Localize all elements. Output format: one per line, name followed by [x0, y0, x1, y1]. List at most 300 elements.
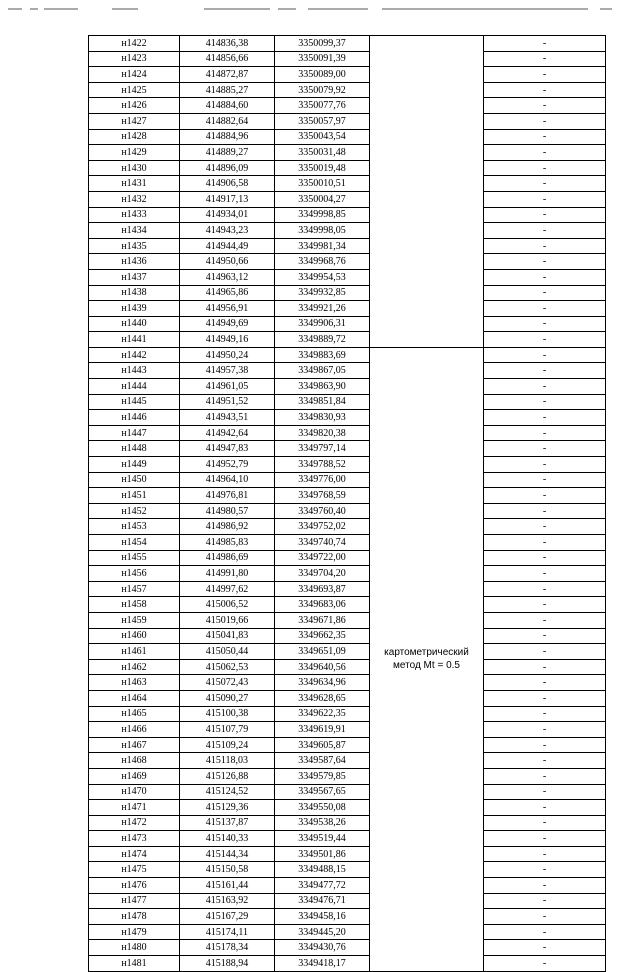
table-row	[89, 176, 606, 192]
accuracy-cell: -	[484, 597, 606, 613]
point-name-cell: н1481	[89, 956, 180, 972]
accuracy-cell: -	[484, 940, 606, 956]
y-coordinate-cell: 3350099,37	[275, 36, 370, 52]
y-coordinate-cell: 3350031,48	[275, 145, 370, 161]
x-coordinate-cell: 414965,86	[180, 285, 275, 301]
point-name-cell: н1451	[89, 488, 180, 504]
point-name-cell: н1434	[89, 223, 180, 239]
table-row	[89, 207, 606, 223]
accuracy-cell: -	[484, 129, 606, 145]
y-coordinate-cell: 3349998,85	[275, 207, 370, 223]
accuracy-cell: -	[484, 503, 606, 519]
point-name-cell: н1442	[89, 347, 180, 363]
x-coordinate-cell: 415126,88	[180, 768, 275, 784]
table-row	[89, 145, 606, 161]
y-coordinate-cell: 3349760,40	[275, 503, 370, 519]
point-name-cell: н1466	[89, 722, 180, 738]
x-coordinate-cell: 415140,33	[180, 831, 275, 847]
x-coordinate-cell: 414884,60	[180, 98, 275, 114]
point-name-cell: н1456	[89, 566, 180, 582]
table-row	[89, 924, 606, 940]
x-coordinate-cell: 414961,05	[180, 379, 275, 395]
y-coordinate-cell: 3349797,14	[275, 441, 370, 457]
coordinates-table	[88, 35, 606, 972]
y-coordinate-cell: 3349628,65	[275, 690, 370, 706]
point-name-cell: н1465	[89, 706, 180, 722]
y-coordinate-cell: 3350089,00	[275, 67, 370, 83]
accuracy-cell: -	[484, 316, 606, 332]
accuracy-cell: -	[484, 737, 606, 753]
coordinates-table-body	[89, 36, 606, 972]
table-row	[89, 51, 606, 67]
x-coordinate-cell: 414942,64	[180, 425, 275, 441]
accuracy-cell: -	[484, 644, 606, 660]
accuracy-cell: -	[484, 441, 606, 457]
accuracy-cell: -	[484, 457, 606, 473]
table-row	[89, 893, 606, 909]
x-coordinate-cell: 414951,52	[180, 394, 275, 410]
table-row	[89, 628, 606, 644]
table-row	[89, 301, 606, 317]
x-coordinate-cell: 415161,44	[180, 878, 275, 894]
point-name-cell: н1472	[89, 815, 180, 831]
x-coordinate-cell: 414943,23	[180, 223, 275, 239]
point-name-cell: н1422	[89, 36, 180, 52]
y-coordinate-cell: 3349981,34	[275, 238, 370, 254]
y-coordinate-cell: 3349704,20	[275, 566, 370, 582]
point-name-cell: н1427	[89, 113, 180, 129]
point-name-cell: н1467	[89, 737, 180, 753]
accuracy-cell: -	[484, 36, 606, 52]
y-coordinate-cell: 3349418,17	[275, 956, 370, 972]
y-coordinate-cell: 3349550,08	[275, 800, 370, 816]
table-row	[89, 363, 606, 379]
table-row	[89, 597, 606, 613]
x-coordinate-cell: 414950,24	[180, 347, 275, 363]
point-name-cell: н1438	[89, 285, 180, 301]
point-name-cell: н1449	[89, 457, 180, 473]
x-coordinate-cell: 415006,52	[180, 597, 275, 613]
point-name-cell: н1478	[89, 909, 180, 925]
table-row	[89, 223, 606, 239]
y-coordinate-cell: 3349788,52	[275, 457, 370, 473]
x-coordinate-cell: 414964,10	[180, 472, 275, 488]
accuracy-cell: -	[484, 51, 606, 67]
x-coordinate-cell: 414944,49	[180, 238, 275, 254]
table-row	[89, 67, 606, 83]
y-coordinate-cell: 3349477,72	[275, 878, 370, 894]
accuracy-cell: -	[484, 98, 606, 114]
x-coordinate-cell: 415050,44	[180, 644, 275, 660]
accuracy-cell: -	[484, 519, 606, 535]
point-name-cell: н1464	[89, 690, 180, 706]
point-name-cell: н1459	[89, 612, 180, 628]
point-name-cell: н1474	[89, 846, 180, 862]
accuracy-cell: -	[484, 207, 606, 223]
y-coordinate-cell: 3349820,38	[275, 425, 370, 441]
point-name-cell: н1461	[89, 644, 180, 660]
x-coordinate-cell: 414856,66	[180, 51, 275, 67]
point-name-cell: н1448	[89, 441, 180, 457]
method-cell	[370, 347, 484, 971]
y-coordinate-cell: 3350077,76	[275, 98, 370, 114]
accuracy-cell: -	[484, 425, 606, 441]
y-coordinate-cell: 3350079,92	[275, 82, 370, 98]
method-label-line: картометрический	[384, 647, 469, 659]
accuracy-cell: -	[484, 285, 606, 301]
point-name-cell: н1431	[89, 176, 180, 192]
x-coordinate-cell: 414985,83	[180, 535, 275, 551]
y-coordinate-cell: 3349619,91	[275, 722, 370, 738]
y-coordinate-cell: 3349768,59	[275, 488, 370, 504]
y-coordinate-cell: 3350004,27	[275, 191, 370, 207]
table-row	[89, 675, 606, 691]
table-row	[89, 316, 606, 332]
y-coordinate-cell: 3350091,39	[275, 51, 370, 67]
x-coordinate-cell: 415041,83	[180, 628, 275, 644]
table-row	[89, 737, 606, 753]
table-row	[89, 238, 606, 254]
x-coordinate-cell: 414884,96	[180, 129, 275, 145]
table-row	[89, 706, 606, 722]
table-row	[89, 113, 606, 129]
point-name-cell: н1433	[89, 207, 180, 223]
accuracy-cell: -	[484, 254, 606, 270]
x-coordinate-cell: 415072,43	[180, 675, 275, 691]
accuracy-cell: -	[484, 581, 606, 597]
table-row	[89, 956, 606, 972]
x-coordinate-cell: 415178,34	[180, 940, 275, 956]
point-name-cell: н1437	[89, 269, 180, 285]
y-coordinate-cell: 3349605,87	[275, 737, 370, 753]
accuracy-cell: -	[484, 113, 606, 129]
table-row	[89, 425, 606, 441]
point-name-cell: н1452	[89, 503, 180, 519]
y-coordinate-cell: 3349476,71	[275, 893, 370, 909]
x-coordinate-cell: 415137,87	[180, 815, 275, 831]
point-name-cell: н1462	[89, 659, 180, 675]
y-coordinate-cell: 3349867,05	[275, 363, 370, 379]
accuracy-cell: -	[484, 846, 606, 862]
y-coordinate-cell: 3349587,64	[275, 753, 370, 769]
accuracy-cell: -	[484, 394, 606, 410]
x-coordinate-cell: 414949,16	[180, 332, 275, 348]
point-name-cell: н1424	[89, 67, 180, 83]
accuracy-cell: -	[484, 924, 606, 940]
accuracy-cell: -	[484, 831, 606, 847]
x-coordinate-cell: 414889,27	[180, 145, 275, 161]
accuracy-cell: -	[484, 82, 606, 98]
table-row	[89, 457, 606, 473]
point-name-cell: н1439	[89, 301, 180, 317]
x-coordinate-cell: 414986,92	[180, 519, 275, 535]
point-name-cell: н1443	[89, 363, 180, 379]
table-row	[89, 254, 606, 270]
point-name-cell: н1463	[89, 675, 180, 691]
table-row	[89, 503, 606, 519]
accuracy-cell: -	[484, 472, 606, 488]
accuracy-cell: -	[484, 347, 606, 363]
accuracy-cell: -	[484, 566, 606, 582]
method-cell-blank	[370, 36, 484, 348]
point-name-cell: н1447	[89, 425, 180, 441]
point-name-cell: н1475	[89, 862, 180, 878]
x-coordinate-cell: 415129,36	[180, 800, 275, 816]
accuracy-cell: -	[484, 488, 606, 504]
accuracy-cell: -	[484, 550, 606, 566]
y-coordinate-cell: 3349683,06	[275, 597, 370, 613]
x-coordinate-cell: 415124,52	[180, 784, 275, 800]
x-coordinate-cell: 415174,11	[180, 924, 275, 940]
point-name-cell: н1470	[89, 784, 180, 800]
y-coordinate-cell: 3349851,84	[275, 394, 370, 410]
y-coordinate-cell: 3349430,76	[275, 940, 370, 956]
x-coordinate-cell: 415109,24	[180, 737, 275, 753]
x-coordinate-cell: 414963,12	[180, 269, 275, 285]
x-coordinate-cell: 414991,80	[180, 566, 275, 582]
x-coordinate-cell: 414980,57	[180, 503, 275, 519]
point-name-cell: н1441	[89, 332, 180, 348]
table-row	[89, 332, 606, 348]
table-row	[89, 862, 606, 878]
accuracy-cell: -	[484, 815, 606, 831]
point-name-cell: н1436	[89, 254, 180, 270]
page-top-rule	[8, 6, 620, 12]
x-coordinate-cell: 414934,01	[180, 207, 275, 223]
y-coordinate-cell: 3349519,44	[275, 831, 370, 847]
accuracy-cell: -	[484, 363, 606, 379]
point-name-cell: н1473	[89, 831, 180, 847]
y-coordinate-cell: 3349640,56	[275, 659, 370, 675]
accuracy-cell: -	[484, 191, 606, 207]
point-name-cell: н1455	[89, 550, 180, 566]
table-row	[89, 909, 606, 925]
y-coordinate-cell: 3349752,02	[275, 519, 370, 535]
x-coordinate-cell: 414836,38	[180, 36, 275, 52]
table-row	[89, 940, 606, 956]
accuracy-cell: -	[484, 956, 606, 972]
point-name-cell: н1428	[89, 129, 180, 145]
table-row	[89, 768, 606, 784]
x-coordinate-cell: 414896,09	[180, 160, 275, 176]
point-name-cell: н1476	[89, 878, 180, 894]
x-coordinate-cell: 414943,51	[180, 410, 275, 426]
table-row	[89, 690, 606, 706]
accuracy-cell: -	[484, 659, 606, 675]
x-coordinate-cell: 415062,53	[180, 659, 275, 675]
table-row	[89, 394, 606, 410]
y-coordinate-cell: 3349863,90	[275, 379, 370, 395]
accuracy-cell: -	[484, 862, 606, 878]
accuracy-cell: -	[484, 753, 606, 769]
y-coordinate-cell: 3349671,86	[275, 612, 370, 628]
y-coordinate-cell: 3349693,87	[275, 581, 370, 597]
table-row	[89, 410, 606, 426]
accuracy-cell: -	[484, 675, 606, 691]
y-coordinate-cell: 3349722,00	[275, 550, 370, 566]
y-coordinate-cell: 3349662,35	[275, 628, 370, 644]
x-coordinate-cell: 414906,58	[180, 176, 275, 192]
x-coordinate-cell: 414952,79	[180, 457, 275, 473]
accuracy-cell: -	[484, 301, 606, 317]
y-coordinate-cell: 3349458,16	[275, 909, 370, 925]
x-coordinate-cell: 414956,91	[180, 301, 275, 317]
y-coordinate-cell: 3349883,69	[275, 347, 370, 363]
table-row	[89, 347, 606, 363]
y-coordinate-cell: 3349998,05	[275, 223, 370, 239]
point-name-cell: н1468	[89, 753, 180, 769]
accuracy-cell: -	[484, 612, 606, 628]
x-coordinate-cell: 414917,13	[180, 191, 275, 207]
table-row	[89, 191, 606, 207]
accuracy-cell: -	[484, 160, 606, 176]
point-name-cell: н1454	[89, 535, 180, 551]
y-coordinate-cell: 3349830,93	[275, 410, 370, 426]
table-row	[89, 784, 606, 800]
accuracy-cell: -	[484, 690, 606, 706]
accuracy-cell: -	[484, 909, 606, 925]
accuracy-cell: -	[484, 768, 606, 784]
table-row	[89, 98, 606, 114]
accuracy-cell: -	[484, 784, 606, 800]
table-row	[89, 129, 606, 145]
table-row	[89, 566, 606, 582]
accuracy-cell: -	[484, 722, 606, 738]
point-name-cell: н1425	[89, 82, 180, 98]
point-name-cell: н1479	[89, 924, 180, 940]
y-coordinate-cell: 3349954,53	[275, 269, 370, 285]
y-coordinate-cell: 3349567,65	[275, 784, 370, 800]
accuracy-cell: -	[484, 535, 606, 551]
accuracy-cell: -	[484, 223, 606, 239]
accuracy-cell: -	[484, 379, 606, 395]
table-row	[89, 379, 606, 395]
table-row	[89, 160, 606, 176]
accuracy-cell: -	[484, 800, 606, 816]
y-coordinate-cell: 3350043,54	[275, 129, 370, 145]
x-coordinate-cell: 414949,69	[180, 316, 275, 332]
table-row	[89, 800, 606, 816]
table-row	[89, 753, 606, 769]
accuracy-cell: -	[484, 332, 606, 348]
point-name-cell: н1477	[89, 893, 180, 909]
point-name-cell: н1469	[89, 768, 180, 784]
y-coordinate-cell: 3349968,76	[275, 254, 370, 270]
table-row	[89, 722, 606, 738]
y-coordinate-cell: 3349776,00	[275, 472, 370, 488]
accuracy-cell: -	[484, 145, 606, 161]
y-coordinate-cell: 3349889,72	[275, 332, 370, 348]
accuracy-cell: -	[484, 67, 606, 83]
accuracy-cell: -	[484, 893, 606, 909]
point-name-cell: н1435	[89, 238, 180, 254]
y-coordinate-cell: 3349651,09	[275, 644, 370, 660]
accuracy-cell: -	[484, 269, 606, 285]
table-row	[89, 815, 606, 831]
accuracy-cell: -	[484, 878, 606, 894]
y-coordinate-cell: 3349634,96	[275, 675, 370, 691]
point-name-cell: н1426	[89, 98, 180, 114]
accuracy-cell: -	[484, 410, 606, 426]
point-name-cell: н1432	[89, 191, 180, 207]
table-row	[89, 612, 606, 628]
y-coordinate-cell: 3350019,48	[275, 160, 370, 176]
y-coordinate-cell: 3349906,31	[275, 316, 370, 332]
y-coordinate-cell: 3349445,20	[275, 924, 370, 940]
x-coordinate-cell: 415163,92	[180, 893, 275, 909]
accuracy-cell: -	[484, 238, 606, 254]
x-coordinate-cell: 414986,69	[180, 550, 275, 566]
x-coordinate-cell: 415150,58	[180, 862, 275, 878]
y-coordinate-cell: 3350010,51	[275, 176, 370, 192]
point-name-cell: н1458	[89, 597, 180, 613]
x-coordinate-cell: 414872,87	[180, 67, 275, 83]
y-coordinate-cell: 3349538,26	[275, 815, 370, 831]
point-name-cell: н1423	[89, 51, 180, 67]
x-coordinate-cell: 414997,62	[180, 581, 275, 597]
y-coordinate-cell: 3349622,35	[275, 706, 370, 722]
point-name-cell: н1446	[89, 410, 180, 426]
table-row	[89, 878, 606, 894]
x-coordinate-cell: 414976,81	[180, 488, 275, 504]
x-coordinate-cell: 414950,66	[180, 254, 275, 270]
y-coordinate-cell: 3349501,86	[275, 846, 370, 862]
y-coordinate-cell: 3349488,15	[275, 862, 370, 878]
x-coordinate-cell: 414947,83	[180, 441, 275, 457]
table-row	[89, 846, 606, 862]
table-row	[89, 535, 606, 551]
table-row	[89, 441, 606, 457]
x-coordinate-cell: 415107,79	[180, 722, 275, 738]
table-row	[89, 581, 606, 597]
x-coordinate-cell: 415090,27	[180, 690, 275, 706]
table-row	[89, 550, 606, 566]
point-name-cell: н1480	[89, 940, 180, 956]
y-coordinate-cell: 3350057,97	[275, 113, 370, 129]
y-coordinate-cell: 3349921,26	[275, 301, 370, 317]
table-row	[89, 644, 606, 660]
x-coordinate-cell: 415100,38	[180, 706, 275, 722]
point-name-cell: н1440	[89, 316, 180, 332]
point-name-cell: н1429	[89, 145, 180, 161]
x-coordinate-cell: 414885,27	[180, 82, 275, 98]
point-name-cell: н1444	[89, 379, 180, 395]
y-coordinate-cell: 3349932,85	[275, 285, 370, 301]
x-coordinate-cell: 415118,03	[180, 753, 275, 769]
point-name-cell: н1430	[89, 160, 180, 176]
table-row	[89, 519, 606, 535]
y-coordinate-cell: 3349740,74	[275, 535, 370, 551]
x-coordinate-cell: 414882,64	[180, 113, 275, 129]
point-name-cell: н1471	[89, 800, 180, 816]
table-row	[89, 285, 606, 301]
table-row	[89, 472, 606, 488]
table-row	[89, 831, 606, 847]
y-coordinate-cell: 3349579,85	[275, 768, 370, 784]
x-coordinate-cell: 415019,66	[180, 612, 275, 628]
table-row	[89, 269, 606, 285]
table-row	[89, 82, 606, 98]
point-name-cell: н1453	[89, 519, 180, 535]
x-coordinate-cell: 414957,38	[180, 363, 275, 379]
table-row	[89, 659, 606, 675]
point-name-cell: н1460	[89, 628, 180, 644]
table-row	[89, 488, 606, 504]
table-row	[89, 36, 606, 52]
x-coordinate-cell: 415167,29	[180, 909, 275, 925]
point-name-cell: н1450	[89, 472, 180, 488]
accuracy-cell: -	[484, 176, 606, 192]
